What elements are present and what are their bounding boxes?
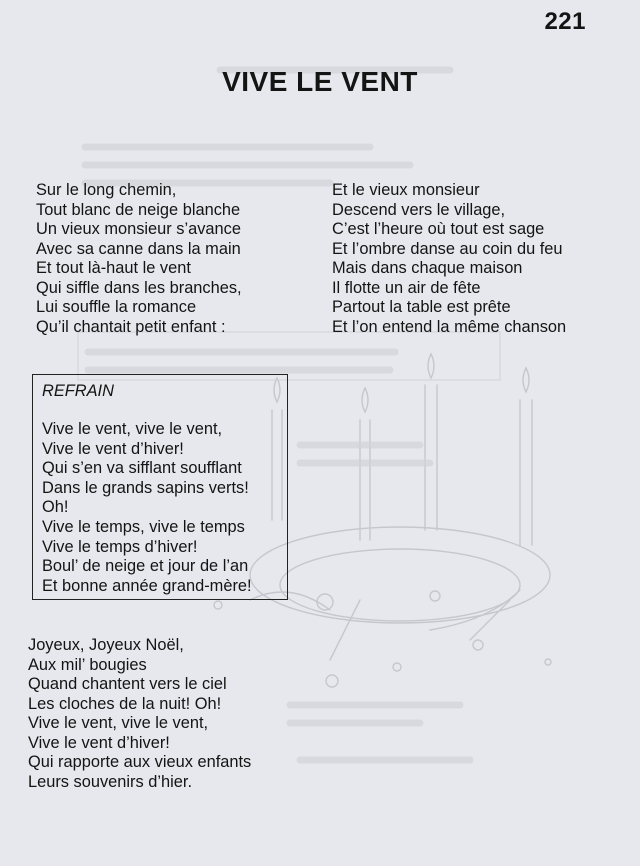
verse-line: Qui rapporte aux vieux enfants	[28, 753, 252, 771]
verse-line: Qui siffle dans les branches,	[36, 278, 242, 297]
refrain-line: Dans le grands sapins verts!	[42, 478, 249, 497]
verse-line: Sur le long chemin,	[36, 181, 177, 199]
verse-line: Lui souffle la romance	[36, 298, 197, 316]
refrain-line: Oh!	[42, 498, 69, 517]
verse-line: Un vieux monsieur s’avance	[36, 220, 241, 238]
verse-line: C’est l’heure où tout est sage	[332, 220, 545, 238]
verse-line: Il flotte un air de fête	[332, 278, 481, 297]
verse-line: Aux mil’ bougies	[28, 655, 147, 674]
verse-line: Vive le vent d’hiver!	[28, 733, 170, 752]
verse-line: Quand chantent vers le ciel	[28, 675, 227, 693]
verse-right	[332, 181, 566, 337]
verse-line: Partout la table est prête	[332, 298, 511, 316]
refrain-line: Vive le temps, vive le temps	[42, 517, 245, 536]
verse-line: Descend vers le village,	[332, 200, 506, 219]
verse-line: Et tout là-haut le vent	[36, 259, 191, 277]
verse-line: Qu’il chantait petit enfant :	[36, 317, 226, 336]
verse-line: Et l’on entend la même chanson	[332, 317, 567, 336]
verse-left	[36, 181, 242, 337]
song-title: VIVE LE VENT	[222, 66, 418, 97]
verse-line: Mais dans chaque maison	[332, 259, 523, 277]
verse-line: Et le vieux monsieur	[332, 181, 480, 199]
refrain-line: Qui s’en va sifflant soufflant	[42, 459, 242, 478]
page-number: 221	[544, 8, 586, 35]
refrain-line: Vive le vent d’hiver!	[42, 439, 184, 458]
verse-line: Leurs souvenirs d’hier.	[28, 772, 192, 791]
refrain-lines	[42, 420, 287, 596]
verse-line: Les cloches de la nuit! Oh!	[28, 694, 222, 713]
verse-line: Et l’ombre danse au coin du feu	[332, 239, 563, 258]
refrain-line: Boul’ de neige et jour de l’an	[42, 557, 249, 576]
refrain-line: Vive le temps d’hiver!	[42, 537, 198, 556]
verse-line: Joyeux, Joyeux Noël,	[28, 636, 184, 654]
verse-line: Avec sa canne dans la main	[36, 239, 241, 258]
verse-bottom	[28, 636, 251, 792]
verse-line: Vive le vent, vive le vent,	[28, 714, 209, 732]
refrain-box	[32, 374, 288, 600]
verse-line: Tout blanc de neige blanche	[36, 200, 241, 219]
refrain-line: Vive le vent, vive le vent,	[42, 420, 223, 438]
refrain-line: Et bonne année grand-mère!	[42, 576, 252, 595]
refrain-heading: REFRAIN	[42, 382, 114, 400]
